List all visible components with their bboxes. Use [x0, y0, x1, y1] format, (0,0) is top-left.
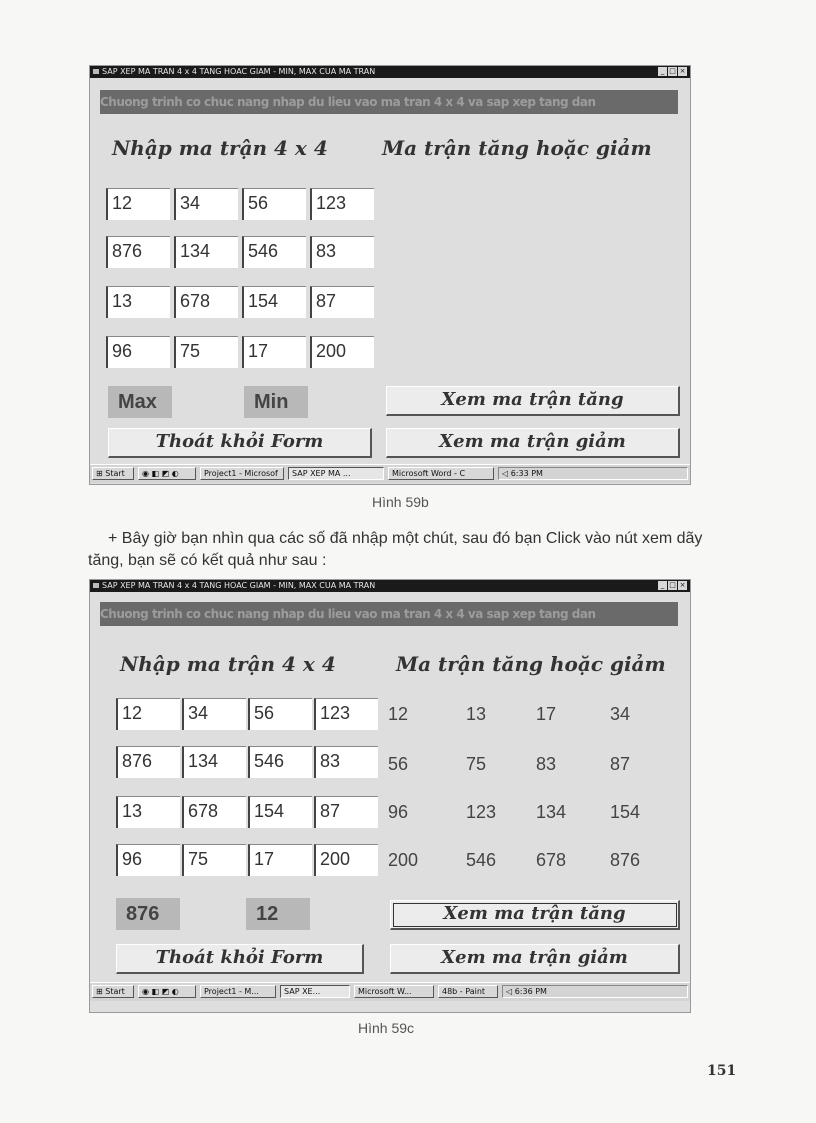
window-icon	[93, 69, 99, 74]
matrix-cell[interactable]: 75	[174, 336, 238, 368]
matrix-cell[interactable]: 12	[106, 188, 170, 220]
sorted-value: 134	[536, 802, 567, 822]
title-bar[interactable]	[90, 580, 690, 592]
sorted-value: 12	[388, 704, 409, 724]
minimize-icon[interactable]: _	[658, 67, 667, 76]
sorted-value: 546	[466, 850, 497, 870]
maximize-icon[interactable]: □	[669, 67, 676, 75]
taskbar	[90, 464, 690, 483]
screenshot-59c	[90, 580, 690, 1012]
matrix-cell[interactable]: 75	[182, 844, 246, 876]
page-number: 151	[707, 1063, 737, 1079]
matrix-cell[interactable]: 876	[106, 236, 170, 268]
min-value-label: 12	[246, 898, 310, 930]
maximize-icon[interactable]: □	[669, 581, 676, 589]
view-increasing-button[interactable]: Xem ma trận tăng	[386, 386, 680, 416]
matrix-cell[interactable]: 96	[106, 336, 170, 368]
quick-launch-icons[interactable]: ◉ ◧ ◩ ◐	[138, 467, 196, 480]
matrix-cell[interactable]: 83	[314, 746, 378, 778]
figure-caption: Hình 59c	[358, 1020, 415, 1036]
matrix-cell[interactable]: 200	[310, 336, 374, 368]
marquee-banner: Chuong trinh co chuc nang nhap du lieu vao ma tran 4 x 4 va sap xep tang dan	[100, 602, 678, 626]
matrix-cell[interactable]: 17	[248, 844, 312, 876]
sorted-value: 56	[388, 754, 409, 774]
view-increasing-button[interactable]: Xem ma trận tăng	[390, 900, 680, 930]
window-title: SAP XEP MA TRAN 4 x 4 TANG HOAC GIAM - MIN, MAX CUA MA TRAN	[102, 67, 376, 76]
view-decreasing-button[interactable]: Xem ma trận giảm	[390, 944, 680, 974]
max-value-label: 876	[116, 898, 180, 930]
speaker-icon[interactable]: ◁	[502, 469, 509, 478]
sorted-value: 123	[466, 802, 497, 822]
matrix-cell[interactable]: 87	[310, 286, 374, 318]
sorted-value: 96	[388, 802, 409, 822]
max-label: Max	[108, 386, 172, 418]
close-icon[interactable]: ×	[679, 581, 686, 589]
matrix-cell[interactable]: 83	[310, 236, 374, 268]
matrix-cell[interactable]: 12	[116, 698, 180, 730]
view-decreasing-button[interactable]: Xem ma trận giảm	[386, 428, 680, 458]
matrix-cell[interactable]: 154	[248, 796, 312, 828]
matrix-cell[interactable]: 876	[116, 746, 180, 778]
system-tray	[498, 467, 688, 480]
sorted-value: 154	[610, 802, 641, 822]
matrix-cell[interactable]: 678	[174, 286, 238, 318]
taskbar-item[interactable]: SAP XEP MA ...	[288, 467, 384, 480]
screenshot-59b	[90, 66, 690, 484]
matrix-cell[interactable]: 13	[106, 286, 170, 318]
matrix-cell[interactable]: 546	[248, 746, 312, 778]
sorted-value: 13	[466, 704, 487, 724]
window-icon	[93, 583, 99, 588]
matrix-cell[interactable]: 96	[116, 844, 180, 876]
sorted-value: 678	[536, 850, 567, 870]
matrix-cell[interactable]: 56	[242, 188, 306, 220]
sorted-value: 876	[610, 850, 641, 870]
sorted-value: 200	[388, 850, 419, 870]
taskbar-item[interactable]: SAP XE...	[280, 985, 350, 998]
system-tray	[502, 985, 688, 998]
matrix-cell[interactable]: 546	[242, 236, 306, 268]
speaker-icon[interactable]: ◁	[506, 987, 513, 996]
quick-launch-icons[interactable]: ◉ ◧ ◩ ◐	[138, 985, 196, 998]
matrix-cell[interactable]: 56	[248, 698, 312, 730]
result-heading: Ma trận tăng hoặc giảm	[382, 136, 652, 160]
input-heading: Nhập ma trận 4 x 4	[120, 652, 336, 676]
matrix-cell[interactable]: 678	[182, 796, 246, 828]
matrix-cell[interactable]: 13	[116, 796, 180, 828]
exit-form-button[interactable]: Thoát khỏi Form	[116, 944, 364, 974]
taskbar-item[interactable]: Project1 - M...	[200, 985, 276, 998]
matrix-cell[interactable]: 200	[314, 844, 378, 876]
marquee-banner: Chuong trinh co chuc nang nhap du lieu vao ma tran 4 x 4 va sap xep tang dan	[100, 90, 678, 114]
sorted-value: 17	[536, 704, 557, 724]
taskbar-item[interactable]: Microsoft W...	[354, 985, 434, 998]
sorted-value: 75	[466, 754, 487, 774]
window-title: SAP XEP MA TRAN 4 x 4 TANG HOAC GIAM - MIN, MAX CUA MA TRAN	[102, 581, 376, 590]
start-button[interactable]: ⊞ Start	[92, 985, 134, 998]
taskbar-item[interactable]: 48b - Paint	[438, 985, 498, 998]
taskbar-item[interactable]: Microsoft Word - C	[388, 467, 494, 480]
clock: 6:36 PM	[514, 987, 547, 996]
matrix-cell[interactable]: 34	[182, 698, 246, 730]
matrix-cell[interactable]: 134	[182, 746, 246, 778]
sorted-value: 34	[610, 704, 631, 724]
result-heading: Ma trận tăng hoặc giảm	[396, 652, 666, 676]
matrix-cell[interactable]: 154	[242, 286, 306, 318]
matrix-cell[interactable]: 87	[314, 796, 378, 828]
matrix-cell[interactable]: 17	[242, 336, 306, 368]
matrix-cell[interactable]: 134	[174, 236, 238, 268]
sorted-value: 83	[536, 754, 557, 774]
exit-form-button[interactable]: Thoát khỏi Form	[108, 428, 372, 458]
close-icon[interactable]: ×	[679, 67, 686, 75]
clock: 6:33 PM	[510, 469, 543, 478]
start-button[interactable]: ⊞ Start	[92, 467, 134, 480]
title-bar[interactable]	[90, 66, 690, 78]
figure-caption: Hình 59b	[372, 494, 429, 510]
matrix-cell[interactable]: 123	[314, 698, 378, 730]
min-label: Min	[244, 386, 308, 418]
matrix-cell[interactable]: 123	[310, 188, 374, 220]
taskbar-item[interactable]: Project1 - Microsof	[200, 467, 284, 480]
sorted-value: 87	[610, 754, 631, 774]
body-paragraph: + Bây giờ bạn nhìn qua các số đã nhập một chút, sau đó bạn Click vào nút xem dãy tăng, bạn sẽ có kết quả như sau :	[88, 530, 703, 569]
taskbar	[90, 982, 690, 1001]
matrix-cell[interactable]: 34	[174, 188, 238, 220]
minimize-icon[interactable]: _	[658, 581, 667, 590]
input-heading: Nhập ma trận 4 x 4	[112, 136, 328, 160]
